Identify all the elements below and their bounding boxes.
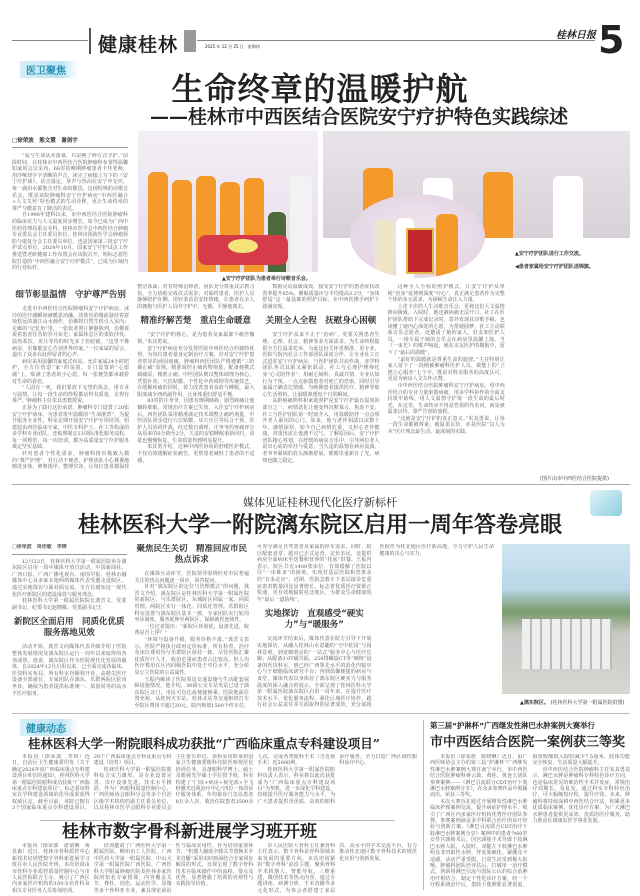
article-subhead: 聚焦民生关切 精准回应市民热点诉求: [136, 544, 247, 565]
paragraph: 正是为了践行这份承诺，肿瘤科专门设置了20张安宁疗护病床，为患者筑牢温暖的“生命港湾”，为提升服务专业性，科室定期开展安宁疗护专项培训，组建起由西医临床专家、中医专科护士、社工等构成的多学科专业团队，还梳理制定23项标准化服务流程，每一项规范、每一次培训，都为高质量安宁疗护服务奠定坚实基础。: [12, 404, 130, 451]
paragraph: “这就是安宁疗护的真正意义。”朱其勇说，让每一段生命都被尊重，被温柔以待，亦是医院“以人为本”医疗理念最生动、最深刻的实践。: [387, 415, 505, 436]
paragraph: 高龄癌痛照料和家庭照护是安宁疗护最有温度的部分之一，病情恶化让他变得沉默寡言、焦虑不安，社工与医护团队第一时间介入，用温暖陪伴一点点叩开老人紧闭的心门。原来，他与老伴相濡以沫数十年，感情深厚，如今自己病情危重，又担心老伴健康，双重忧虑让他透不过气。了解原因后，安宁疗护团队精心筹划，在舒缓的病房音乐中，引导两位老人说出心底的牵挂与爱意，当久违的温情在病房流淌，老爷爷紧锁的眉头渐渐舒展，眼睛里重新有了光，病情也随之稳定。: [262, 398, 380, 464]
article-subhead: 实地探访 直观感受“硬实力”与“暖服务”: [264, 609, 364, 631]
article3-headline: 桂林医科大学一附院眼科成功获批“广西临床重点专科建设项目”: [28, 736, 380, 751]
subheadline: ——桂林市中西医结合医院安宁疗护特色实践综述: [150, 106, 569, 128]
article2-kicker: 媒体见证桂林现代化医疗新标杆: [243, 496, 397, 509]
paragraph: “爱与生命从未落幕，只是换了种方式守护。”前段时间，在桂林市中西医结合医院肿瘤科布置得温馨如家的会议室内，68岁的晚期肿瘤患者卡佳老师，用沙哑却字字清晰的声音，读完了病榻上写下的《安宁疗护颂》，话音落定，掌声与热泪在安宁中交织，每一滴泪水都饱含对生命的敬畏。这场特殊的诗歌音乐会，既是该院肿瘤科安宁疗护病房“中西医融合+人文关怀”特色模式的生动诠释，更让生命终章的尊严与暖意有了鲜活的表达。: [12, 153, 128, 212]
section-divider: [12, 713, 630, 714]
photo-lidong-campus: [502, 544, 630, 694]
paragraph: 本报讯（徐荣波 陈晓琳）近日，由广西医师协会主办的第三届“护淋杯”广西继发性淋巴水肿案例大赛在南宁举行，市中西医结合医院肿瘤科蒋云致、黄桂、黄连玉团队参赛案例——《淋巴引流联合CDT治疗下肢淋巴水肿案例分享》，在众多参赛作品中脱颖而出，荣获三等奖。: [430, 754, 528, 799]
article-subhead: 新院区全面启用 同质化优质服务落地见效: [13, 617, 125, 639]
paragraph: 走进市中西医结合医院肿瘤科安宁疗护病房，冰冷的医疗感瞬间被暖意消融。淡蓝色的墙面悬挂着意境悠远的漓江山水画作，仿佛将自然生机引入室内；走廊的“记忆角”里，一张张老照片静静陈列，仿佛诉说着患者往昔的岁月荣光；家属休息区的柔软沙发、温热茶饮，更让等待的时光多了份慰藉。“这里不像病房，更像能安心告别世界的家。”一位家属的留言，道出了众多在此停留者的心声。: [12, 306, 130, 359]
paragraph: 本报讯（徐荣波 李铸）近日，自治区卫生健康委印发《关于确定2026年度广西临床重点专科建设项目单位的通知》，桂林医科大学第一附属医院眼科成功获批“广西临床重点专科建设项目”。标志着该科室在学科建设领域的优异成果获得权威认定。截至目前，该院已拥有3个国家临床重点专科建设项目、28个广西临床重点专科及重点专科建设（培育）项目。: [12, 754, 172, 812]
paragraph: 本报讯（徐荣波 唐倩琳 黄显森）近日，桂林市骨科质控中心新技术培训暨数字骨科新进展学习班在市人民医院开班。本次培训由市骨科专业质控质量控制中心与市人民医院联合主办，吸引了广西区内多家医疗机构的100余名骨科及相关专业医务人员参加培训。: [12, 843, 90, 894]
byline: □徐荣波 周佳敏 李铸: [12, 544, 127, 555]
divider: [40, 820, 395, 821]
paragraph: 活动开始，龚晋文向媒体代表详细介绍了医院整体发展情况及漓东院区运行一周年以来取得的各项成效。他说，漓东院区作为医院现代化发展的载体，自2024年12月启用以来，已全面完成各临床、医技科室布局，所有科室均顺利开诊，高精尖医疗设备全部就位，专家团队在漓东、乐群两院区轮岗坐诊，确保为患者提供标准统一、质量同等的高水平医疗服务。: [12, 644, 127, 697]
paragraph: 针对“漓东院区的定位与管理模式”的问题，龚晋文介绍，漓东院区是桂林医科大学第一附属医院的新院区，与乐群院区、东城院区同属一家、同质管理。两院区实行一体化、同质化管理。乐群院区科室设置与漓东院区基本一致，专家团队实行轮岗坐诊制度，服务延伸至两院区，保障就医连续性。: [134, 584, 249, 624]
masthead-divider: [89, 28, 91, 54]
photo-banner-presentation: [350, 194, 485, 278]
article2-columns: [12, 544, 494, 710]
article5-headline: 市中西医结合医院一案例获三等奖: [430, 735, 626, 750]
paragraph: 83岁的庄爷爷，因患有晚期肺癌，剧烈癌痛让他辗转难眠，常规治疗方案已失效。入住安宁疗护病房后，西医团队采用精准滴定技术调整止痛药剂量，中医团队同步进行穴位贴敷、耳穴压豆等综合干预，医护人员协同作战，经过数日调理，庄爷爷的疼痛评分从原来的6分降至2分，久违的安稳睡眠重新回归，食欲也慢慢恢复，生命质量得到明显提升。: [137, 398, 255, 444]
article1-left-column: [12, 136, 128, 281]
byline: □徐荣波 熊文慧 谢剑宇: [12, 136, 128, 148]
paragraph: 市人民医院大骨科主任兼骨科主任表示，数字骨科是骨科领域未来发展的重要方向。本次培训紧扣“数字骨科”前沿主题，聚焦骨科手术机器人、智能导航、三维重建、微创技术等热点内容，通过专题讲座、病例分析、手术直播等多元化形式，为参会者搭建了多层次、高水平的学术交流平台，有力推动桂北地区数字骨科技术的规范化应用与创新发展。: [257, 843, 417, 894]
photo-caption: [520, 699, 625, 706]
section-title: 健康桂林: [98, 34, 179, 56]
photo-poetry-concert: [138, 131, 318, 272]
paragraph: 这种全人全程的照护模式，让安宁疗护从单纯“治身”延伸到深度“疗心”，真正满足患者作为完整个体的多元需求，为困顿生命注入力量。: [387, 284, 505, 304]
paragraph: 病房采用温馨的家庭式布局，允许家属24小时陪护，全方位营造“家”的氛围。专门设置的“心愿墙”上，贴满了患者的小心愿，每一张便签都承载着对生命的眷恋。: [12, 358, 130, 385]
paragraph: 在媒体互动环节，医院领导围绕针对市民普遍关注的热点问题逐一回应，回答提问。: [134, 571, 249, 584]
paragraph: 安宁疗护病房充分发挥医院中西医结合的独特优势，为每位患者量身定制治疗方案，应对安宁疗护患者常见的顽固癌痛，肿瘤科西医团队严格遵循“三阶梯止痛”原则，精准调控止痛药物剂量，配备便携式镇痛泵，精准止痛。中医团队则以整体调理为核心，凭借针灸、穴位贴敷、个性化中药调理等传统技艺，在缓解疼痛的同时，着力改善患者食欲与睡眠，最大限度减少西药副作用，让身体重归舒适平衡。: [137, 345, 255, 398]
paragraph: 12月23日，桂林医科大学第一附属医院举办漓东院区启用一周年媒体开放日活动，中国新闻社、广西日报、广西广播电视台、南国早报、桂林市融媒体中心及多家本地网络媒体代表受邀走进院区，通过实地探访与面对面交流，全方位感知这一现代化医疗新院区的建设成效与服务理念。: [12, 558, 127, 598]
paragraph: “安宁疗护的核心，是为患者及家属卸下痛苦枷锁。”朱其勇说。: [137, 332, 255, 345]
section-divider: [12, 484, 630, 485]
masthead-rule: [197, 40, 595, 41]
page-number: 5: [598, 18, 625, 62]
caption-text: ▲漓东院区。: [520, 700, 549, 706]
paragraph: 本次大赛旨在通过开展继发性淋巴水肿临床护理案例交流，提升病症护理水平，吸引了广西区内多家医疗机构优秀医疗团队参赛，参赛案例涵盖多学科联合治疗的诊疗经验与创新方案。《淋巴引流联合CDT治疗下肢淋巴水肿案例分享》案例中的患者为60岁女性宫颈癌术后，因宫颈癌手术导致下肢淋巴水肿入院，入院时，双腿左下肢淋巴水肿明显非凹陷性水肿，伴皮肤硬化、紧绷及不适感，活动严重受限，日常生活受到极大影响。肿瘤科团队经评估后，打破单一治疗模式，创新将淋巴引流与国际公认的综合消肿治疗相结合，制定个性化诊疗方案，经一个疗程系统治疗后，患肢下肢肿胀显著消退，围度收缩较入院时减少7.5厘米，肢体功能完全恢复，生活质量大幅提升。: [430, 754, 630, 889]
article4-headline: 桂林市数字骨科新进展学习班开班: [62, 822, 317, 842]
paragraph: 王振内解读了医院周边交通设施与生活配套保障设施情况。他介绍，30路公交车站发站已设于漓东院区北门，市民可直达或便捷换乘；医院地面位置充裕，从桂林火车站、桂林北站等交通枢纽打车至院区费用不超过20元。院内规划1500个停车位，可充分满足自驾患者及家属的停车需求。同时，院区配套食堂、超市已正式运营，定价亲民，还提供病房全面病床至送餐和营养的“托底”供餐。王振内表示，院区共有1400张床位，有效缓解了医院以往“一床难求”的困境，实现对基层医院和普惠求的“有求必应”。近期，医院急救车下基层接诊危重症患者数量同比显著增长，标志着优质医疗资源正快速、更有效地辐射桂北地区，为群众生命健康筑牢“最后一道防线”。: [134, 544, 372, 709]
photo-caption: ▲安宁疗护团队进行工作交流。: [515, 251, 584, 257]
paragraph: 培训邀请了广西医科大学第一附属医院、柳州市工人医院、广西中医药大学第一附属医院、中山大学第一附属医院广西医院、广西医科大学附属肿瘤医院及桂林多家医院的知名专家授课，内容覆盖关节、脊柱、创伤、运动医学、显微等多个骨科亚专业，兼具理论前沿性与临床实用性。作为培训重要环节，“机器人辅助全膝关节置换术手术直播”采用实时画面结合专家同步解说的形式，直观呈现了数字骨科技术在临床操作中的流程、要点及优势，显著增强了培训的直观性与实践指导价值。: [93, 843, 254, 894]
paragraph: 针对患者个性化需求，肿瘤科推出极致入微的“尊严护理”，对行动不便者，护理团队小心翼翼地擦洗身体、修剪指甲、整理仪容，让每位患者都保持整洁体面；对有特殊信仰者，团队充分尊重其宗教习俗，全力协助完成仪式需求；对临终患者，医护人员静静陪护在侧，用轻柔话语安抚情绪，让患者在亲人的拥抱与医护人员的守护中，无憾、平静地离去。: [12, 284, 255, 471]
paragraph: 一位记者提出：“新院区环境优、设备先进，收费是否上浮？”: [134, 623, 249, 637]
article-body: [12, 153, 128, 281]
photo-caption: ▲安宁疗护团队为患者举行诗歌音乐会。: [222, 276, 311, 282]
masthead-block: [184, 30, 196, 52]
masthead-rule-left: [12, 40, 88, 41]
photo-credit: (图片由市中西医结合医院提供): [540, 476, 609, 482]
article5-kicker: 第三届“护淋杯”广西继发性淋巴水肿案例大赛举行: [430, 721, 595, 730]
article-subhead: 细节彰显温情 守护尊严告别: [15, 290, 126, 300]
article-subhead: 精准纾解苦楚 重启生命暖意: [140, 316, 252, 327]
article2-headline: 桂林医科大学一附院漓东院区启用一周年答卷亮眼: [77, 512, 562, 538]
paragraph: “环境与设备升级，服务价格不涨。”龚晋文表示，医院严格执行政府定价标准，所有检查、治疗及床位费用均与乐群院区保持一致，尽管医院汇聚优质医疗人才，收治危重症患者占比较高，但人均医疗费用在区内同级医院中处于中位水平，充分彰显公立医院的公益属性。: [134, 636, 249, 676]
article4-columns: [12, 843, 417, 895]
headline: 生命终章的温暖护航: [171, 70, 469, 108]
paragraph: 交流环节结束后，媒体代表在院方引导下开展实地探访，从融入桂林山水意趣的“空中花园”与园林景观，到宽敞明亮的“一站式”服务中心与医疗长廊；从配备3.0T磁共振、256排螺旋CT等“硬核”设备的医技科室，到已经广西领先水平的消化内镜中心与干细胞临床研究平台；再到温馨便捷的病房与食堂，媒体代表以身体验了漓东院区硬实力与服务温度的深入融合的展示。全面呈现了桂林医科大学第一附属医院漓东院区启用一周年来，在提升医疗技术水平、优化服务流程、强化区域医疗协作、践行社会公益责任等方面取得的显著成效，充分展现医院作为桂北地区医疗新高地，全力守护人民生命健康的决心与实力。: [257, 544, 494, 709]
paragraph: 桂林医科大学第一附属医院眼科综合实力雄厚，是专业设置完善、诊疗设备先进、技术水平精湛，作为广西眼科质量控制中心、广西医师协会眼科分会等多个自治区级学术机构的副主任委员单位，以及桂林市医学会眼科专业委员会主任委员单位。该科室同时承担国家卫生健康委眼科住院医师规范化培训任务，具备眼科学博士、硕士及眼视光学硕士学位授予权，科室构建了“门诊+病房+视光部+全飞秒激光近视治疗中心”四位一体的诊疗服务体系，年均接诊门急诊患者8万余人次，收治住院患者3500余人次，完成各类眼科手术（含近视手术）近5000例。: [93, 754, 336, 812]
paragraph: 自1996年建科以来，市中西医结合医院肿瘤科的临床实力与人文温度同步增长，如今已成为广西中医药管理局重点专科，桂林市医学会中西医结合肿瘤专业委员会主任委员单位，桂林市预防医学会肿瘤预防与康复分会主任委员单位，也是国家第三批安宁疗护试点单位。2024年10月，国家安宁疗护试点工作推进暨老龄健康工作布置会在该院召开，明标志着医院打造的“中西医融合安宁疗护模式”，已成为区域内的行业标杆。: [12, 212, 128, 272]
photo-credit: (桂林医科大学第一附属医院供图): [550, 700, 625, 706]
newspaper-logo: 桂林日报: [556, 30, 596, 41]
paragraph: “最好的温暖就是尊重生命的旋律。”主任特别让家人留下了一段刚被肿瘤科医护人员、致能上的“立德立心服务”七个字，既是对科室服务的高度认可，更是为病房人文关怀点赞。: [387, 356, 505, 383]
article5-columns: [430, 754, 630, 892]
paragraph: 桂林医科大学第一附属医院院长龚晋文、党委副书记、纪委书记赵晓雁、党委副书记王: [12, 598, 127, 611]
paragraph: 市中西医结合医院肿瘤科主任朱其勇表示，淋巴水肿是肿瘤科专科特色诊疗方向，也是临床常见的难治性手术并发症，常规治疗周期长、易复发，通过科室专科特色治疗，可大幅缩短疗程，提升疗效，未来，肿瘤科将持续深耕中西医结合疗法，积累更多优质临床案例，优化诊疗方案，为广大淋巴水肿患者提供更高效、优质的医疗服务，助力推动区域康复医学事业发展。: [532, 766, 630, 825]
paragraph: 上述卡佳的人生诗歌音乐会，更将这份人文温情推向极致。入院时，她还被病痛无法开口，社工在医护团队帮助下完成记录时，意外发现其诗歌手稿，也读懂了她内心深处的心愿。为帮她圆梦，社工主动联系音乐志愿者，还邀请了她的家人、好友和医护人员，一场专属于她的音乐会在病房里温馨上演，当《一束光》的歌声响起，她在亲友医护的拥抱中，留下了“最后的温暖”。: [387, 303, 505, 356]
paragraph: 朱其勇介绍，这种中西医协同的舒缓医护模式，不仅有效缓解症状痛苦，更帮患者减轻了患者的不适感。: [137, 444, 255, 464]
column-divider: [423, 720, 424, 890]
paragraph: 市中西医结合医院肿瘤科安宁疗护病房，用中西医结合的专业力量驱散病痛，用多学科协作的全面支持筑牢防线，用人文温情守护每一段生命的最后时光，在这里，生命终章不再是恐惧的代名词，而是被温柔以待、尊严告别的旅程。: [387, 382, 505, 416]
section-tag: 健康动态: [20, 719, 78, 736]
article1-columns: [12, 284, 630, 472]
photo-caption: ◀患者家属给安宁疗护团队送锦旗。: [515, 264, 594, 270]
paragraph: 数据见证温暖成效。接受安宁疗护的患者症状改善率提升65%，睡眠质量评分平均提高3.2分，“身体舒适”这一最基础的照护目标，在中西医携手呵护下圆满实现。: [262, 284, 380, 310]
paragraph: 安宁疗护从来不止于“治病”，更要关照患者生理、心理、社会、精神等多方面需求。为生命终程提供全方位温柔托举，为此这份关怀更精准、更专业，医院与院内社会工作部团队深度合作，让专业社工正式进驻安宁疗护病房，与医护团队并肩作战，多学科团队各司其职又紧密联动，社工与心理护理师化身“心灵陪伴者”，用耐心倾听、真诚共情、专业认知行为干预，一点点驱散患者对死亡的恐惧，同时引导家属正确表达情感，为晚期患者提供医疗、精神等贴心生活照料，让温暖渗透每个日常瞬间。: [262, 332, 380, 398]
section-tag: 医卫聚焦: [20, 61, 78, 78]
issue-date: 2025 年 12 月 25 日 星期四: [205, 44, 260, 49]
article-subhead: 关照全人全程 抚慰身心困顿: [265, 316, 377, 327]
paragraph: 桂林医科大学第一附属医院眼科负责人表示，科室将以此次获批成为“广西临床重点专科建设项目”为契机，进一步深化学科建设，持续提升医疗服务能力与水平，为广大患者提供更优质、高效的眼科诊疗服务，全力打造广西区域性眼科诊疗中心。: [257, 754, 417, 805]
article3-columns: [12, 754, 417, 818]
paragraph: “人固有一死，我们要放下无望的执念，用专业与温情，让每一段生命的终程都活得有质量、走得有尊严。”肿瘤科主任朱其勇教授说。: [12, 385, 130, 405]
